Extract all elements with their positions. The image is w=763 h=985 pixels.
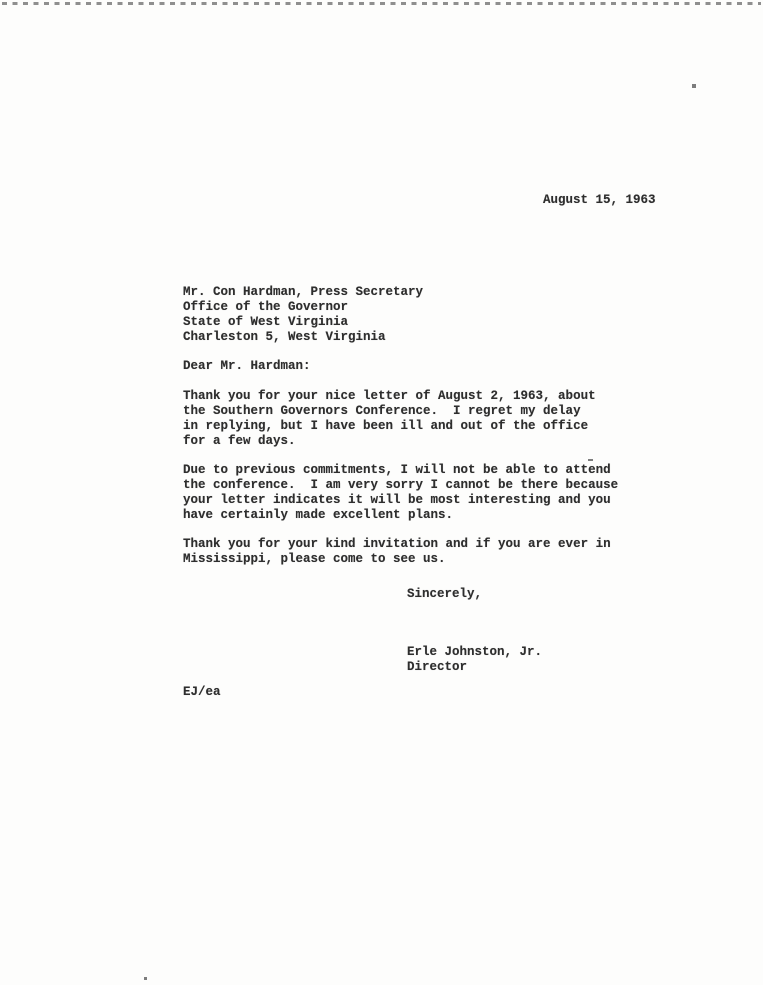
letter-date: August 15, 1963 [543,193,656,207]
scan-artifact-speck [144,977,147,980]
body-paragraph-3 [183,537,611,567]
paragraph-line: the Southern Governors Conference. I regret my delay [183,404,581,418]
signature-block [407,645,542,675]
paragraph-line: have certainly made excellent plans. [183,508,454,522]
body-paragraph-2 [183,463,618,523]
paragraph-line: in replying, but I have been ill and out of the office [183,419,589,433]
signature-title: Director [407,660,468,674]
paragraph-line: your letter indicates it will be most interesting and you [183,493,611,507]
recipient-state-line: State of West Virginia [183,315,349,329]
paragraph-line: for a few days. [183,434,296,448]
closing-valediction: Sincerely, [407,587,483,601]
paragraph-line: Thank you for your nice letter of August 2, 1963, about [183,389,596,403]
recipient-office-line: Office of the Governor [183,300,349,314]
perforation-dashed-edge [2,2,761,5]
paragraph-line: the conference. I am very sorry I cannot be there because [183,478,619,492]
paragraph-line: Due to previous commitments, I will not be able to attend [183,463,611,477]
salutation: Dear Mr. Hardman: [183,359,311,373]
recipient-city-line: Charleston 5, West Virginia [183,330,386,344]
recipient-name-line: Mr. Con Hardman, Press Secretary [183,285,424,299]
signature-name: Erle Johnston, Jr. [407,645,543,659]
body-paragraph-1 [183,389,596,449]
typist-reference-initials: EJ/ea [183,685,221,699]
scan-artifact-speck [692,84,696,88]
paragraph-line: Thank you for your kind invitation and if you are ever in [183,537,611,551]
scan-artifact-speck [588,459,593,461]
paragraph-line: Mississippi, please come to see us. [183,552,446,566]
recipient-address-block [183,285,423,345]
